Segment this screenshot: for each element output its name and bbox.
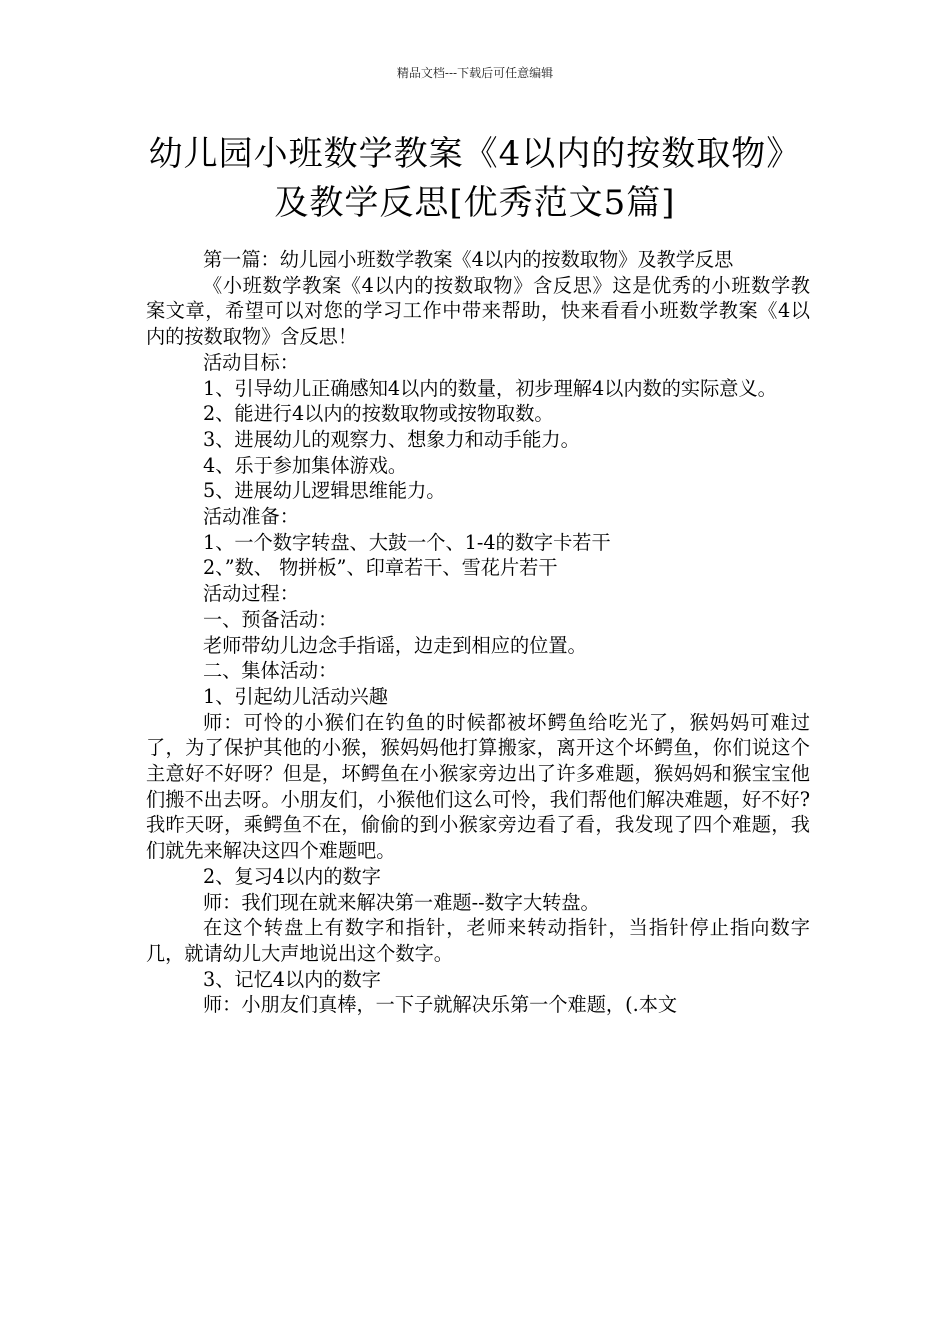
title-line-1: 幼儿园小班数学教案《4以内的按数取物》 xyxy=(148,134,802,174)
body-paragraph: 在这个转盘上有数字和指针，老师来转动指针，当指针停止指向数字几，就请幼儿大声地说出这个数字。 xyxy=(146,916,810,965)
goal-item: 2、能进行4以内的按数取物或按物取数。 xyxy=(203,402,554,426)
body-paragraph: 师：小朋友们真棒，一下子就解决乐第一个难题，(.本文 xyxy=(203,993,678,1017)
step-heading: 1、引起幼儿活动兴趣 xyxy=(203,684,388,708)
goal-item: 5、进展幼儿逻辑思维能力。 xyxy=(203,479,446,503)
step-heading: 2、复习4以内的数字 xyxy=(203,864,381,888)
body-paragraph: 师：我们现在就来解决第一难题--数字大转盘。 xyxy=(203,890,600,914)
goal-item: 3、进展幼儿的观察力、想象力和动手能力。 xyxy=(203,427,580,451)
prep-item: 1、一个数字转盘、大鼓一个、1-4的数字卡若干 xyxy=(203,530,611,554)
activity-goals-heading: 活动目标： xyxy=(203,350,299,374)
subsection-heading: 一、预备活动： xyxy=(203,607,338,631)
document-body xyxy=(146,247,810,1018)
goal-item: 4、乐于参加集体游戏。 xyxy=(203,453,408,477)
subsection-heading: 二、集体活动： xyxy=(203,659,338,683)
document-title xyxy=(100,130,850,228)
body-paragraph: 老师带幼儿边念手指谣，边走到相应的位置。 xyxy=(203,633,587,657)
activity-process-heading: 活动过程： xyxy=(203,582,299,606)
title-line-2: 及教学反思[优秀范文5篇] xyxy=(274,183,676,223)
prep-item: 2、”数、 物拼板”、印章若干、雪花片若干 xyxy=(203,556,558,580)
body-paragraph: 师：可怜的小猴们在钓鱼的时候都被坏鳄鱼给吃光了，猴妈妈可难过了，为了保护其他的小猴，猴妈妈他打算搬家，离开这个坏鳄鱼，你们说这个主意好不好呀？但是，坏鳄鱼在小猴家旁边出了许多难题，猴妈妈和猴宝宝他们搬不出去呀。小朋友们，小猴他们这么可怜，我们帮他们解决难题，好不好?我昨天呀，乘鳄鱼不在，偷偷的到小猴家旁边看了看，我发现了四个难题，我们就先来解决这四个难题吧。 xyxy=(146,710,810,863)
page-header: 精品文档---下载后可任意编辑 xyxy=(396,66,554,80)
activity-prep-heading: 活动准备： xyxy=(203,505,299,529)
intro-paragraph: 《小班数学教案《4以内的按数取物》含反思》这是优秀的小班数学教案文章，希望可以对您的学习工作中带来帮助，快来看看小班数学教案《4以内的按数取物》含反思！ xyxy=(146,273,810,349)
step-heading: 3、记忆4以内的数字 xyxy=(203,967,381,991)
goal-item: 1、引导幼儿正确感知4以内的数量，初步理解4以内数的实际意义。 xyxy=(203,376,777,400)
section-heading: 第一篇：幼儿园小班数学教案《4以内的按数取物》及教学反思 xyxy=(203,248,734,271)
